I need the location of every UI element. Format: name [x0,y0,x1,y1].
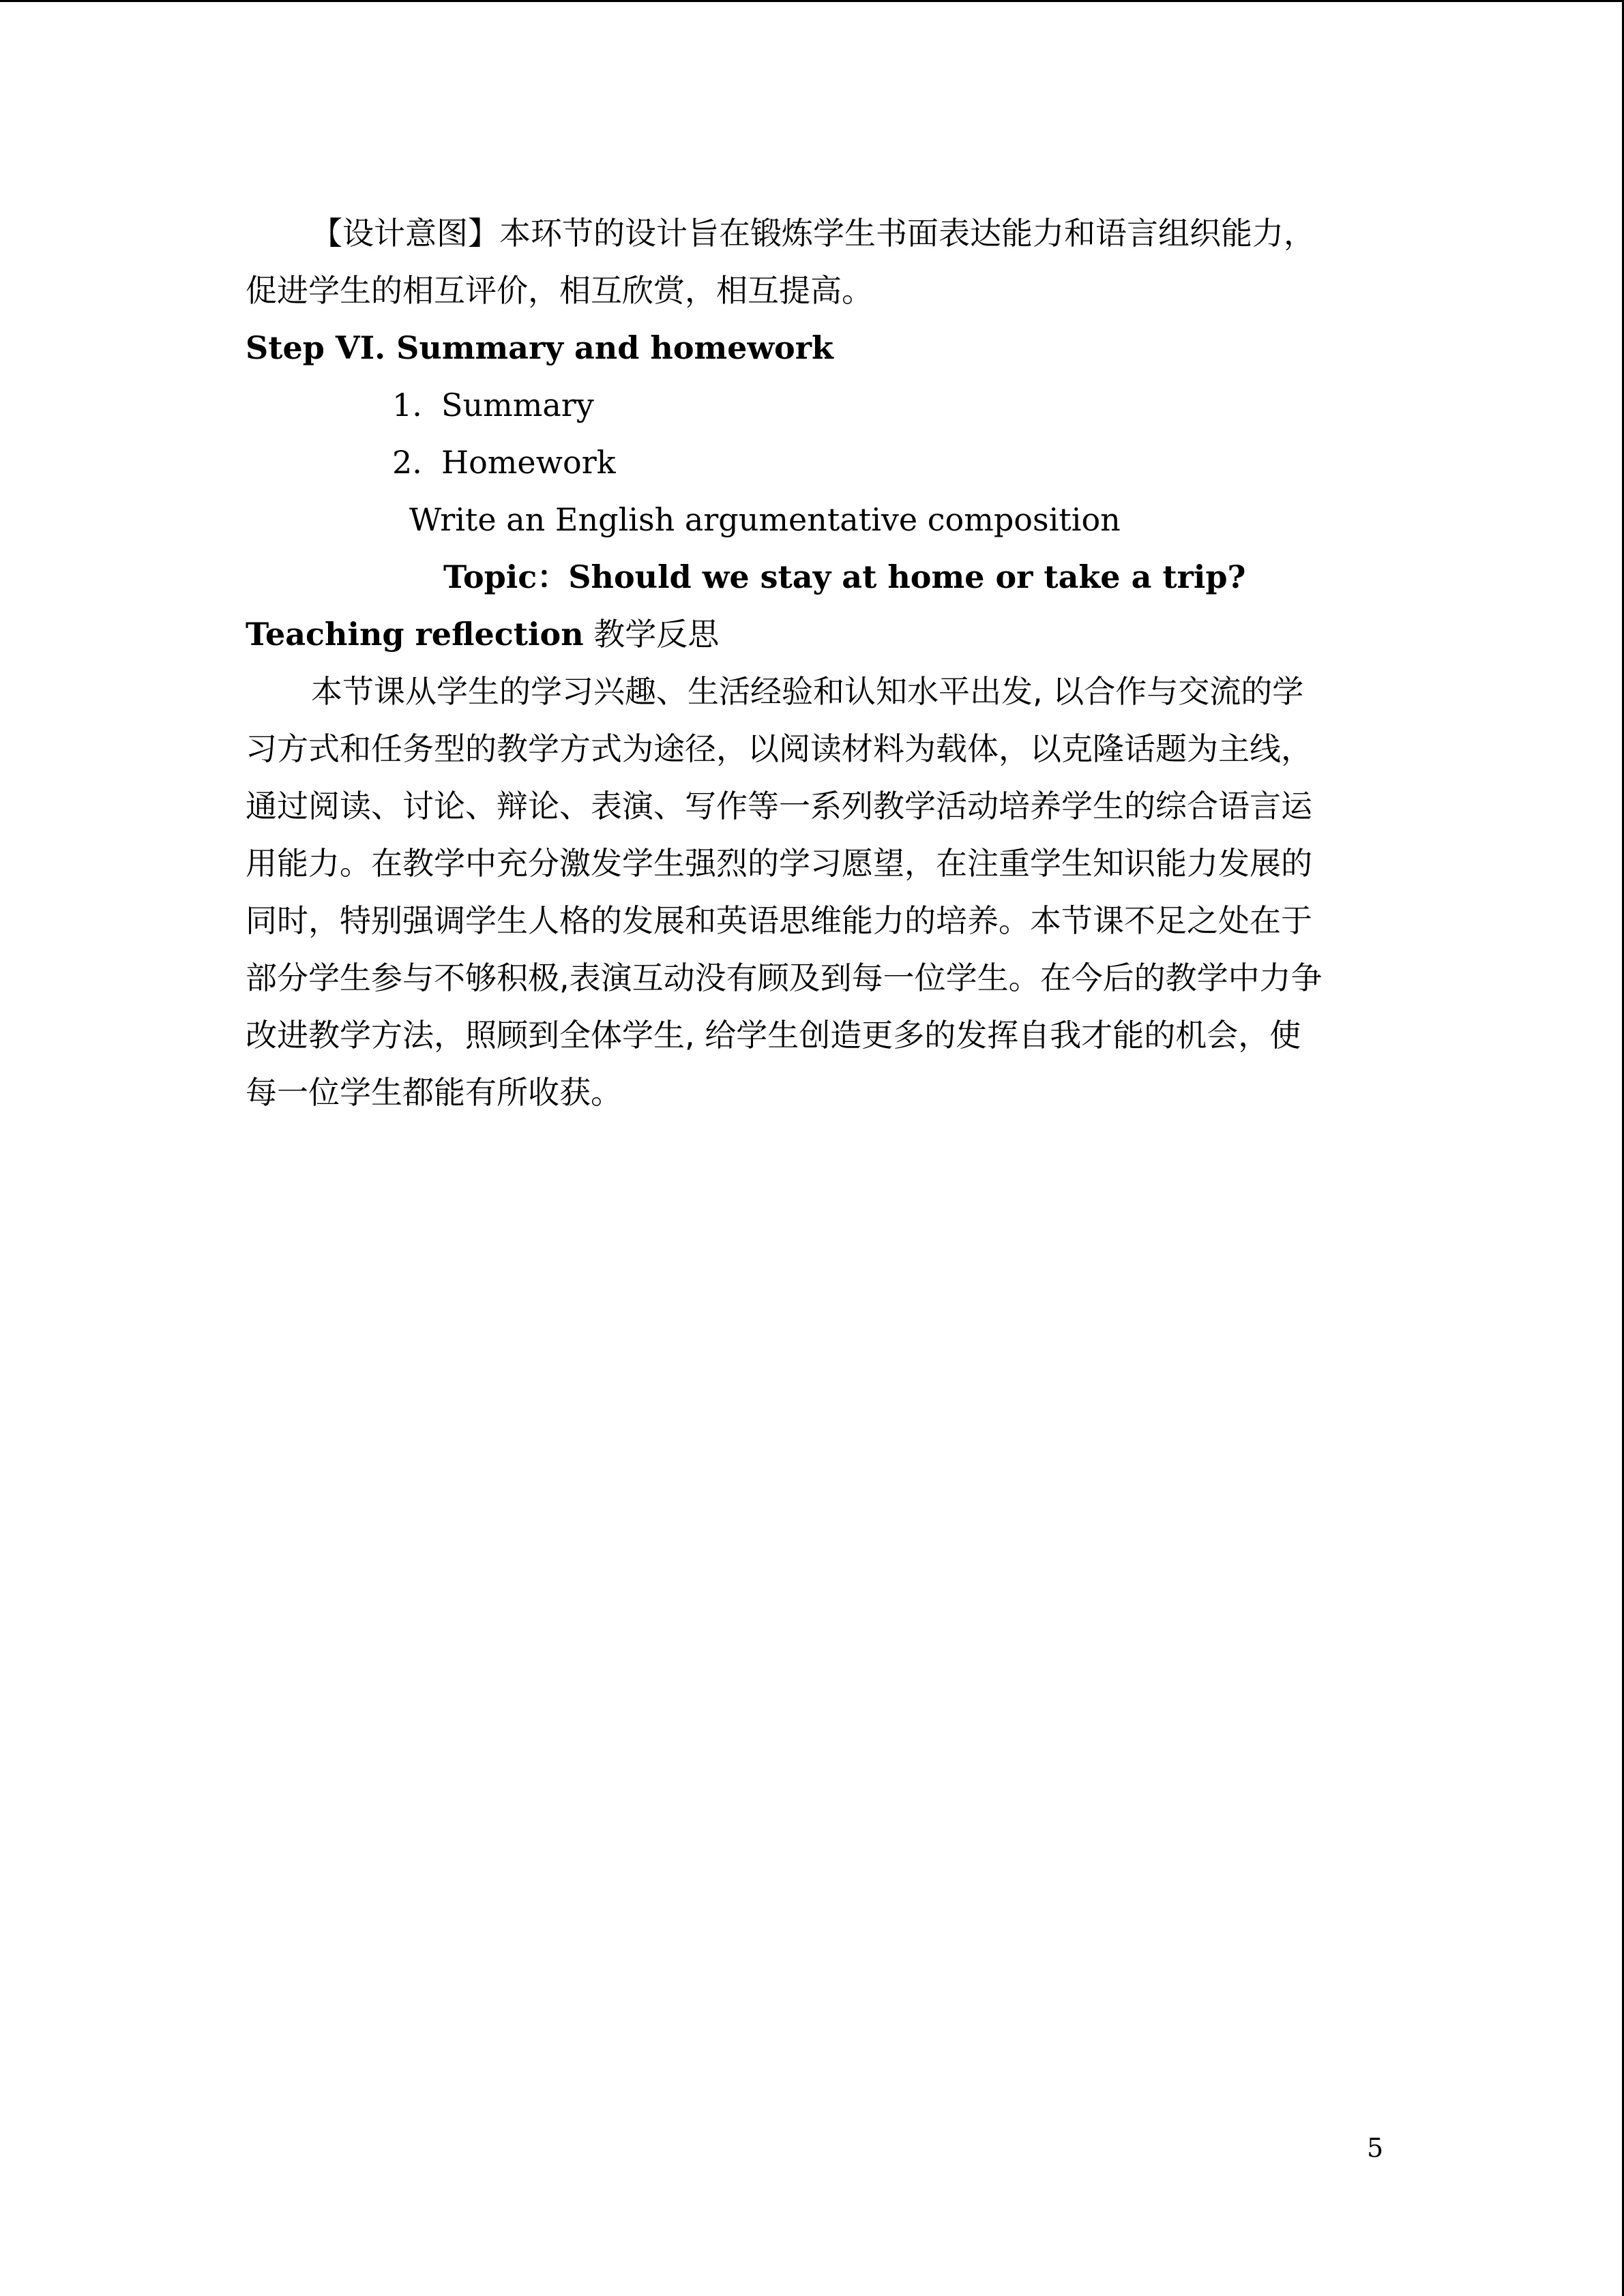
reflection-paragraph-line: 同时，特别强调学生人格的发展和英语思维能力的培养。本节课不足之处在于 [246,902,1312,939]
list-item-homework [246,434,1371,491]
reflection-paragraph-line: 习方式和任务型的教学方式为途径，以阅读材料为载体，以克隆话题为主线， [246,730,1312,767]
list-item-label: Summary [441,387,594,423]
reflection-paragraph-line: 本节课从学生的学习兴趣、生活经验和认知水平出发, 以合作与交流的学 [311,673,1304,710]
list-item-number: 1. [392,387,422,423]
design-intent-line-2: 促进学生的相互评价，相互欣赏，相互提高。 [246,272,873,309]
list-item-number: 2. [392,444,422,481]
reflection-paragraph-line: 通过阅读、讨论、辩论、表演、写作等一系列教学活动培养学生的综合语言运 [246,788,1312,824]
reflection-paragraph-line: 部分学生参与不够积极,表演互动没有顾及到每一位学生。在今后的教学中力争 [246,959,1323,996]
reflection-paragraph-line: 改进教学方法，照顾到全体学生, 给学生创造更多的发挥自我才能的机会，使 [246,1017,1301,1054]
reflection-heading [246,606,1371,663]
homework-task: Write an English argumentative composition [409,501,1121,538]
reflection-heading-cn: 教学反思 [593,616,720,653]
document-body [246,205,1371,1121]
reflection-paragraph-line: 用能力。在教学中充分激发学生强烈的学习愿望，在注重学生知识能力发展的 [246,845,1312,882]
step-6-heading: Step VI. Summary and homework [246,329,833,366]
list-item-summary [246,376,1371,434]
design-intent-line-1: 【设计意图】本环节的设计旨在锻炼学生书面表达能力和语言组织能力， [311,215,1315,252]
page-border-top [0,0,1624,2]
reflection-paragraph-line: 每一位学生都能有所收获。 [246,1074,622,1111]
list-item-label: Homework [441,444,616,481]
homework-topic: Topic：Should we stay at home or take a trip? [443,558,1246,595]
reflection-heading-en: Teaching reflection [246,616,584,653]
page-number: 5 [1367,2133,1384,2163]
